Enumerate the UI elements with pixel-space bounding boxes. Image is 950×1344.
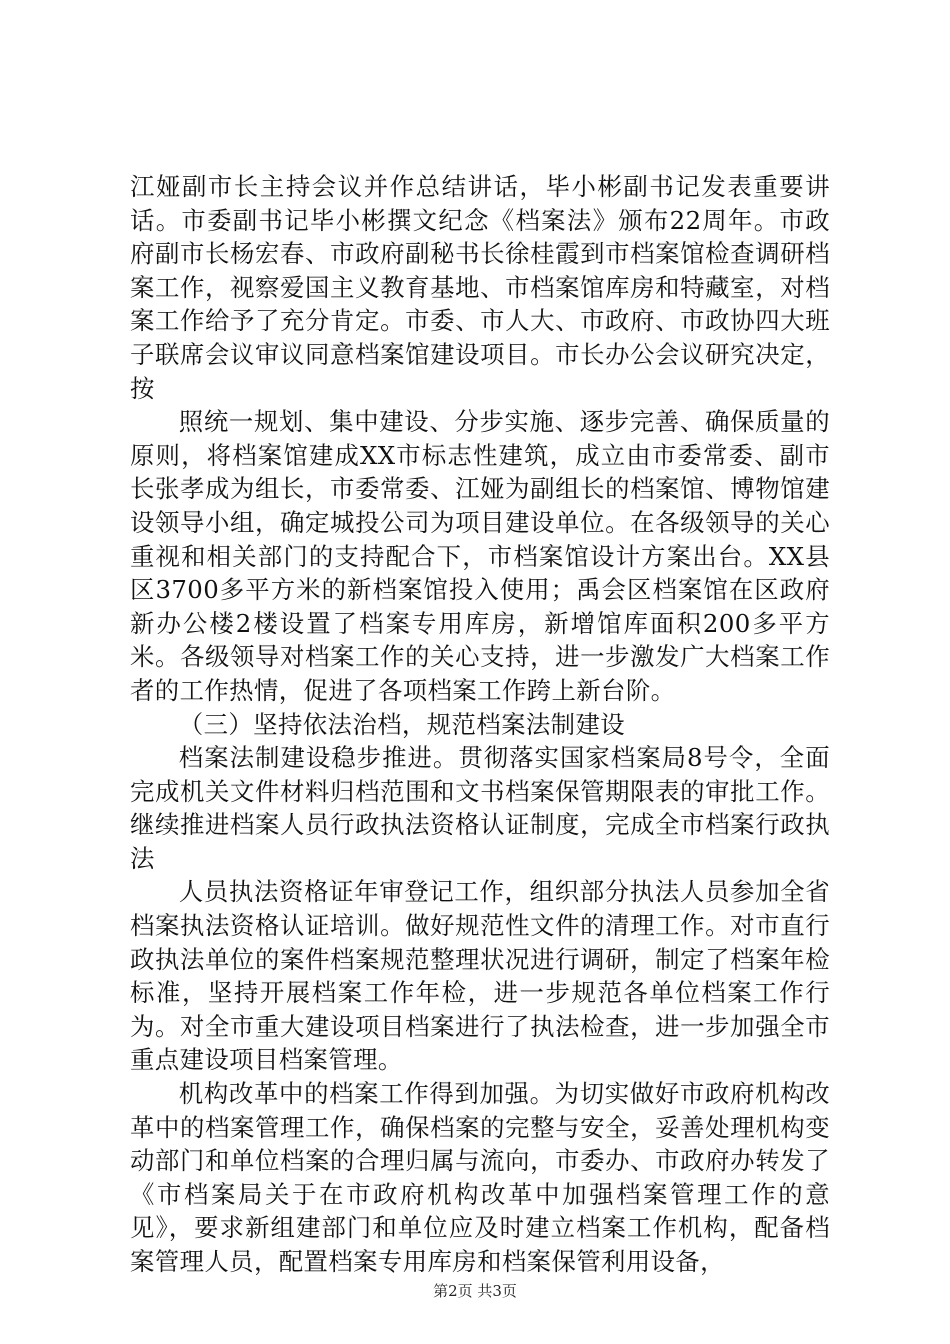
section-heading-3: （三）坚持依法治档，规范档案法制建设 [178, 709, 626, 739]
paragraph-4: 档案法制建设稳步推进。贯彻落实国家档案局8号令，全面完成机关文件材料归档范围和文书档案保管期限表的审批工作。继续推进档案人员行政执法资格认证制度，完成全市档案行政执法 [130, 743, 830, 873]
paragraph-2: 照统一规划、集中建设、分步实施、逐步完善、确保质量的原则，将档案馆建成XX市标志性建筑，成立由市委常委、副市长张孝成为组长，市委常委、江娅为副组长的档案馆、博物馆建设领导小组，确定城投公司为项目建设单位。在各级领导的关心重视和相关部门的支持配合下，市档案馆设计方案出台。XX县区3700多平方米的新档案馆投入使用；禹会区档案馆在区政府新办公楼2楼设置了档案专用库房，新增馆库面积200多平方米。各级领导对档案工作的关心支持，进一步激发广大档案工作者的工作热情，促进了各项档案工作跨上新台阶。 [130, 407, 830, 705]
page-footer: 第2页 共3页 [433, 1282, 517, 1300]
paragraph-5: 人员执法资格证年审登记工作，组织部分执法人员参加全省档案执法资格认证培训。做好规范性文件的清理工作。对市直行政执法单位的案件档案规范整理状况进行调研，制定了档案年检标准，坚持开展档案工作年检，进一步规范各单位档案工作行为。对全市重大建设项目档案进行了执法检查，进一步加强全市重点建设项目档案管理。 [130, 877, 830, 1075]
paragraph-1: 江娅副市长主持会议并作总结讲话，毕小彬副书记发表重要讲话。市委副书记毕小彬撰文纪念《档案法》颁布22周年。市政府副市长杨宏春、市政府副秘书长徐桂霞到市档案馆检查调研档案工作，视察爱国主义教育基地、市档案馆库房和特藏室，对档案工作给予了充分肯定。市委、市人大、市政府、市政协四大班子联席会议审议同意档案馆建设项目。市长办公会议研究决定，按 [130, 172, 830, 403]
paragraph-6: 机构改革中的档案工作得到加强。为切实做好市政府机构改革中的档案管理工作，确保档案的完整与安全，妥善处理机构变动部门和单位档案的合理归属与流向，市委办、市政府办转发了《市档案局关于在市政府机构改革中加强档案管理工作的意见》，要求新组建部门和单位应及时建立档案工作机构，配备档案管理人员，配置档案专用库房和档案保管利用设备， [130, 1079, 830, 1276]
document-body [130, 170, 830, 1279]
